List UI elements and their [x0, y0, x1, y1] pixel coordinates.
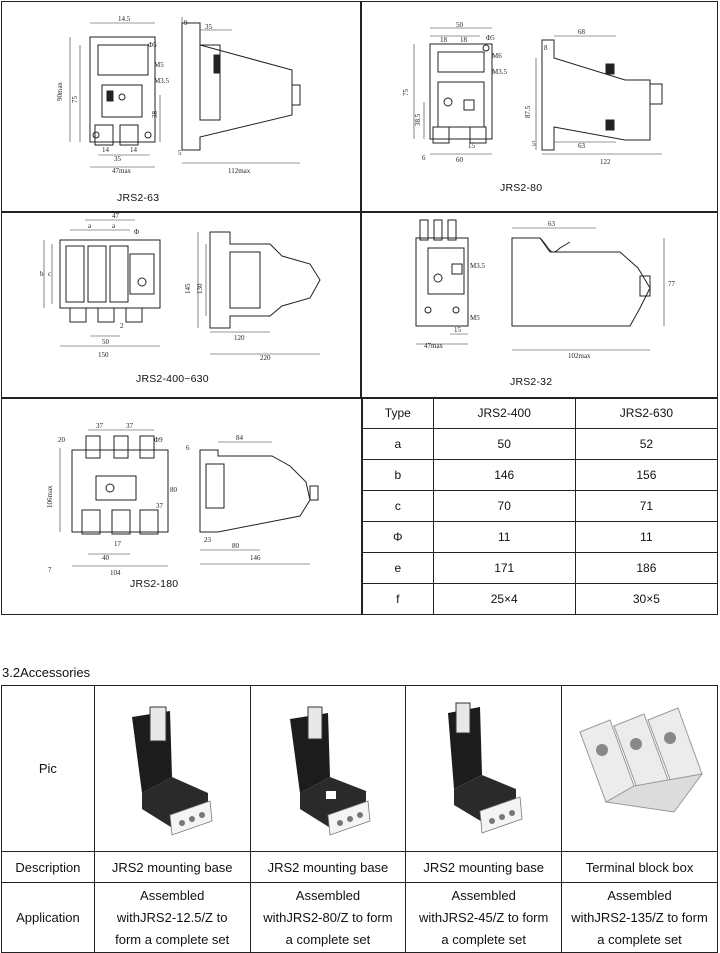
dim-label: 90max: [56, 81, 64, 101]
dim-label: 77: [668, 280, 675, 288]
table-cell: 11: [575, 522, 717, 553]
dim-label: 47max: [112, 167, 132, 175]
table-cell: 146: [433, 460, 575, 491]
dim-label: 40: [102, 554, 109, 562]
application-cell: [94, 883, 250, 953]
dim-label: 38: [151, 111, 159, 118]
table-cell: 156: [575, 460, 717, 491]
dim-label: M5: [154, 61, 164, 69]
application-line: a complete set: [285, 931, 371, 947]
dim-label: 5: [532, 140, 536, 148]
mounting-base-image: [424, 697, 544, 837]
table-cell: 171: [433, 553, 575, 584]
pic-cell: [94, 686, 250, 852]
dim-label: 7: [48, 566, 52, 574]
table-cell: 186: [575, 553, 717, 584]
application-line: a complete set: [441, 931, 526, 947]
jrs2-32-drawing: [400, 218, 710, 368]
row-label-pic: Pic: [2, 686, 95, 852]
dim-label: 68: [578, 28, 585, 36]
dim-label: 37: [96, 422, 103, 430]
dim-label: 104: [110, 569, 121, 577]
application-cell: [406, 883, 562, 953]
table-cell: e: [363, 553, 434, 584]
dim-label: 35: [205, 23, 212, 31]
application-line: withJRS2-45/Z to form: [419, 909, 549, 925]
table-cell: 11: [433, 522, 575, 553]
dim-label: c: [48, 270, 52, 278]
application-row: [2, 883, 718, 953]
table-row: [363, 460, 718, 491]
dim-label: Φ: [134, 228, 140, 236]
jrs2-80-drawing: [400, 22, 710, 172]
dim-label: 18: [460, 36, 467, 44]
drawing-caption: JRS2-63: [117, 192, 160, 204]
pic-cell: [406, 686, 562, 852]
dim-label: M3.5: [470, 262, 485, 270]
dim-label: 120: [234, 334, 245, 342]
dim-label: 80: [170, 486, 177, 494]
dim-label: 14.5: [118, 15, 131, 23]
dim-label: M3.5: [492, 68, 507, 76]
dim-label: Φ9: [154, 436, 163, 444]
description-cell: JRS2 mounting base: [94, 852, 250, 883]
dim-label: b: [40, 270, 44, 278]
table-row: [363, 584, 718, 615]
dim-label: 14: [102, 146, 109, 154]
section-title: 3.2Accessories: [2, 665, 91, 680]
dim-label: 6: [186, 444, 190, 452]
drawing-caption: JRS2-400~630: [136, 373, 209, 385]
dim-label: 220: [260, 354, 271, 362]
dim-label: 47: [112, 212, 119, 220]
table-row: [363, 522, 718, 553]
dim-label: 23: [204, 536, 211, 544]
table-header-cell: Type: [363, 398, 434, 429]
dim-label: 84: [236, 434, 243, 442]
application-line: Assembled: [295, 887, 361, 903]
dim-label: 63: [578, 142, 585, 150]
dim-label: Φ5: [148, 41, 157, 49]
dim-label: 150: [98, 351, 109, 359]
dim-label: 9: [184, 19, 188, 27]
dim-label: 112max: [228, 167, 251, 175]
terminal-block-box-image: [570, 702, 710, 832]
dim-label: 35: [114, 155, 121, 163]
description-cell: JRS2 mounting base: [250, 852, 406, 883]
drawing-caption: JRS2-32: [510, 376, 553, 388]
table-cell: f: [363, 584, 434, 615]
pic-row: [2, 686, 718, 852]
description-cell: Terminal block box: [562, 852, 718, 883]
table-header-row: [363, 398, 718, 429]
table-row: [363, 553, 718, 584]
dim-label: 20: [58, 436, 65, 444]
dim-label: 17: [114, 540, 121, 548]
application-cell: [250, 883, 406, 953]
dim-label: 80: [232, 542, 239, 550]
mounting-base-image: [112, 697, 232, 837]
dim-label: M3.5: [154, 77, 169, 85]
dim-label: 87.5: [524, 105, 532, 118]
table-cell: 25×4: [433, 584, 575, 615]
row-label-application: Application: [2, 883, 95, 953]
dim-label: a: [112, 222, 116, 230]
dim-label: 122: [600, 158, 611, 166]
pic-cell: [250, 686, 406, 852]
table-cell: 71: [575, 491, 717, 522]
dim-label: 8: [544, 44, 548, 52]
table-cell: 50: [433, 429, 575, 460]
dim-label: Φ5: [486, 34, 495, 42]
dim-label: 50: [456, 21, 463, 29]
dim-label: 37: [156, 502, 163, 510]
jrs2-180-drawing: [10, 420, 350, 577]
pic-cell: [562, 686, 718, 852]
accessories-table: [1, 685, 718, 953]
dim-label: 38.5: [414, 113, 422, 126]
dim-label: 2: [120, 322, 124, 330]
row-label-description: Description: [2, 852, 95, 883]
jrs2-400-630-drawing: [30, 212, 340, 362]
table-cell: 70: [433, 491, 575, 522]
application-cell: [562, 883, 718, 953]
dim-label: M5: [470, 314, 480, 322]
application-line: withJRS2-12.5/Z to: [116, 909, 228, 925]
table-row: [363, 491, 718, 522]
table-header-cell: JRS2-630: [575, 398, 717, 429]
dim-label: 145: [184, 283, 192, 294]
dim-label: 75: [71, 96, 79, 103]
dim-label: 15: [454, 326, 461, 334]
mounting-base-image: [268, 697, 388, 837]
dim-label: 146: [250, 554, 261, 562]
dim-label: 14: [130, 146, 137, 154]
application-line: withJRS2-80/Z to form: [263, 909, 393, 925]
dim-label: 60: [456, 156, 463, 164]
dim-label: 6: [422, 154, 426, 162]
dim-label: 50: [102, 338, 109, 346]
application-line: withJRS2-135/Z to form: [571, 909, 708, 925]
application-line: form a complete set: [115, 931, 230, 947]
table-cell: 52: [575, 429, 717, 460]
application-line: Assembled: [140, 887, 205, 903]
application-line: Assembled: [451, 887, 516, 903]
dim-label: 47max: [424, 342, 444, 350]
table-header-cell: JRS2-400: [433, 398, 575, 429]
drawing-caption: JRS2-180: [130, 578, 179, 590]
application-line: Assembled: [607, 887, 672, 903]
dim-label: 5: [178, 149, 182, 157]
application-line: a complete set: [597, 931, 682, 947]
dim-label: 15: [468, 142, 475, 150]
drawing-caption: JRS2-80: [500, 182, 543, 194]
table-row: [363, 429, 718, 460]
type-dimension-table: [362, 397, 718, 615]
dim-label: a: [88, 222, 92, 230]
jrs2-63-drawing: [50, 15, 350, 185]
dim-label: 102max: [568, 352, 591, 360]
description-row: [2, 852, 718, 883]
dim-label: 63: [548, 220, 555, 228]
dim-label: 106max: [46, 485, 54, 508]
dim-label: 18: [440, 36, 447, 44]
description-cell: JRS2 mounting base: [406, 852, 562, 883]
dim-label: 130: [196, 283, 204, 294]
table-cell: c: [363, 491, 434, 522]
dim-label: 37: [126, 422, 133, 430]
dim-label: M6: [492, 52, 502, 60]
table-cell: 30×5: [575, 584, 717, 615]
table-cell: a: [363, 429, 434, 460]
dim-label: 75: [402, 89, 410, 96]
table-cell: b: [363, 460, 434, 491]
table-cell: Φ: [363, 522, 434, 553]
